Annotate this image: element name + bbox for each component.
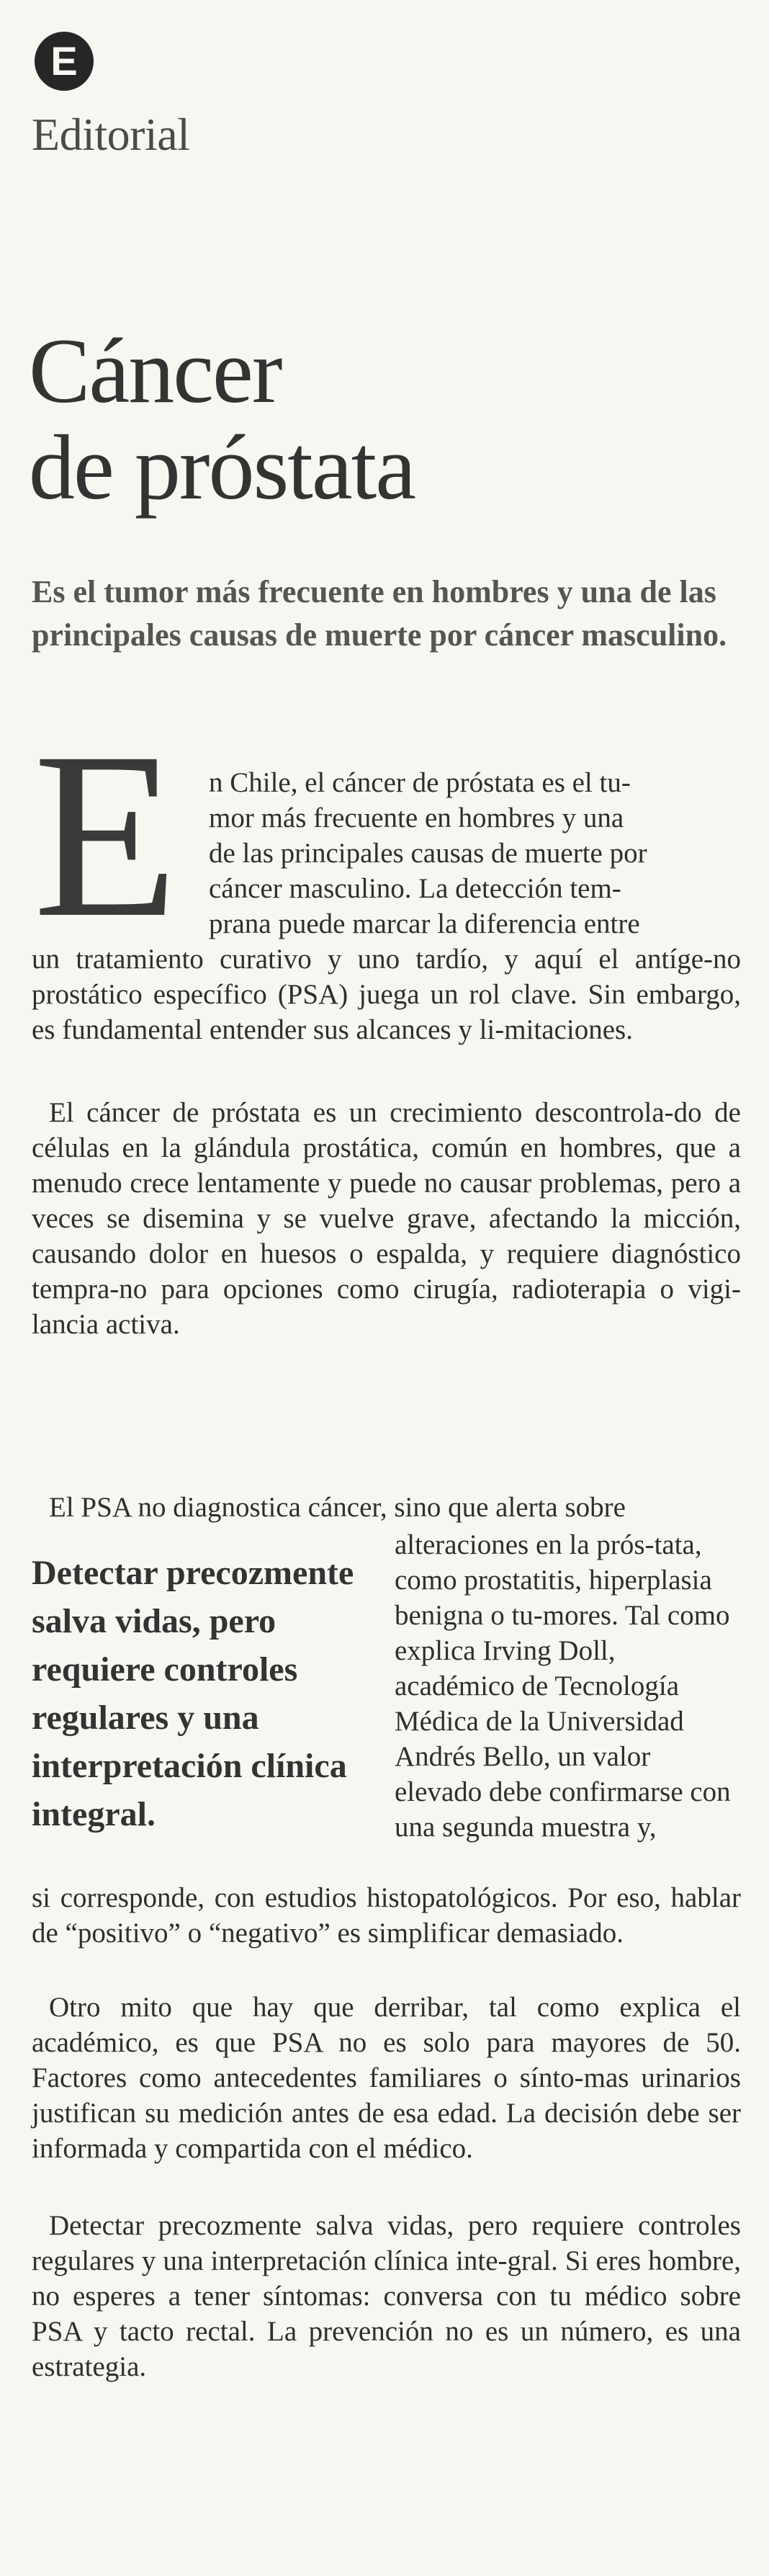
section-label: Editorial bbox=[32, 109, 190, 160]
p1-line-1: n Chile, el cáncer de próstata es el tu- bbox=[209, 767, 631, 798]
paragraph-5: Detectar precozmente salva vidas, pero requiere controles regulares y una interpretación clínica inte-gral. Si eres hombre, no esperes a tener síntomas: conversa con tu médico sobre PSA y tacto rectal. La prevención no es un número, es una estrategia. bbox=[32, 2210, 741, 2382]
paragraph-3-start: El PSA no diagnostica cáncer, sino que alerta sobre bbox=[49, 1492, 626, 1523]
p1-line-3: de las principales causas de muerte por bbox=[209, 838, 647, 869]
paragraph-3-end: si corresponde, con estudios histopatológicos. Por eso, hablar de “positivo” o “negativo” es simplificar demasiado. bbox=[32, 1882, 741, 1949]
drop-cap: E bbox=[33, 704, 179, 967]
title-line-1: Cáncer bbox=[29, 320, 282, 422]
section-badge-icon: E bbox=[35, 32, 94, 91]
article-deck: Es el tumor más frecuente en hombres y una de las principales causas de muerte por cáncer masculino. bbox=[32, 574, 727, 653]
p1-line-2: mor más frecuente en hombres y una bbox=[209, 802, 624, 833]
title-line-2: de próstata bbox=[29, 416, 415, 519]
paragraph-4: Otro mito que hay que derribar, tal como explica el académico, es que PSA no es solo para mayores de 50. Factores como antecedentes familiares o sínto-mas urinarios justifican su medición antes de esa edad. La decisión debe ser informada y compartida con el médico. bbox=[32, 1992, 741, 2164]
paragraph-1-rest: un tratamiento curativo y uno tardío, y aquí el antíge-no prostático específico (PSA) juega un rol clave. Sin embargo, es fundamental entender sus alcances y li-mitaciones. bbox=[32, 944, 741, 1045]
paragraph-2: El cáncer de próstata es un crecimiento descontrola-do de células en la glándula prostática, común en hombres, que a menudo crece lentamente y puede no causar problemas, pero a veces se disemina y se vuelve grave, afectando la micción, causando dolor en huesos o espalda, y requiere diagnóstico tempra-no para opciones como cirugía, radioterapia o vigi-lancia activa. bbox=[32, 1097, 741, 1340]
article-title bbox=[29, 320, 734, 519]
p1-line-4: cáncer masculino. La detección tem- bbox=[209, 873, 621, 904]
paragraph-3-side-column: alteraciones en la prós-tata, como prostatitis, hiperplasia benigna o tu-mores. Tal como explica Irving Doll, académico de Tecnología Médica de la Universidad Andrés Bello, un valor elevado debe confirmarse con una segunda muestra y, bbox=[395, 1529, 731, 1843]
p1-line-5: prana puede marcar la diferencia entre bbox=[209, 908, 640, 939]
pull-quote: Detectar precozmente salva vidas, pero requiere controles regulares y una interpretación clínica integral. bbox=[32, 1554, 354, 1833]
